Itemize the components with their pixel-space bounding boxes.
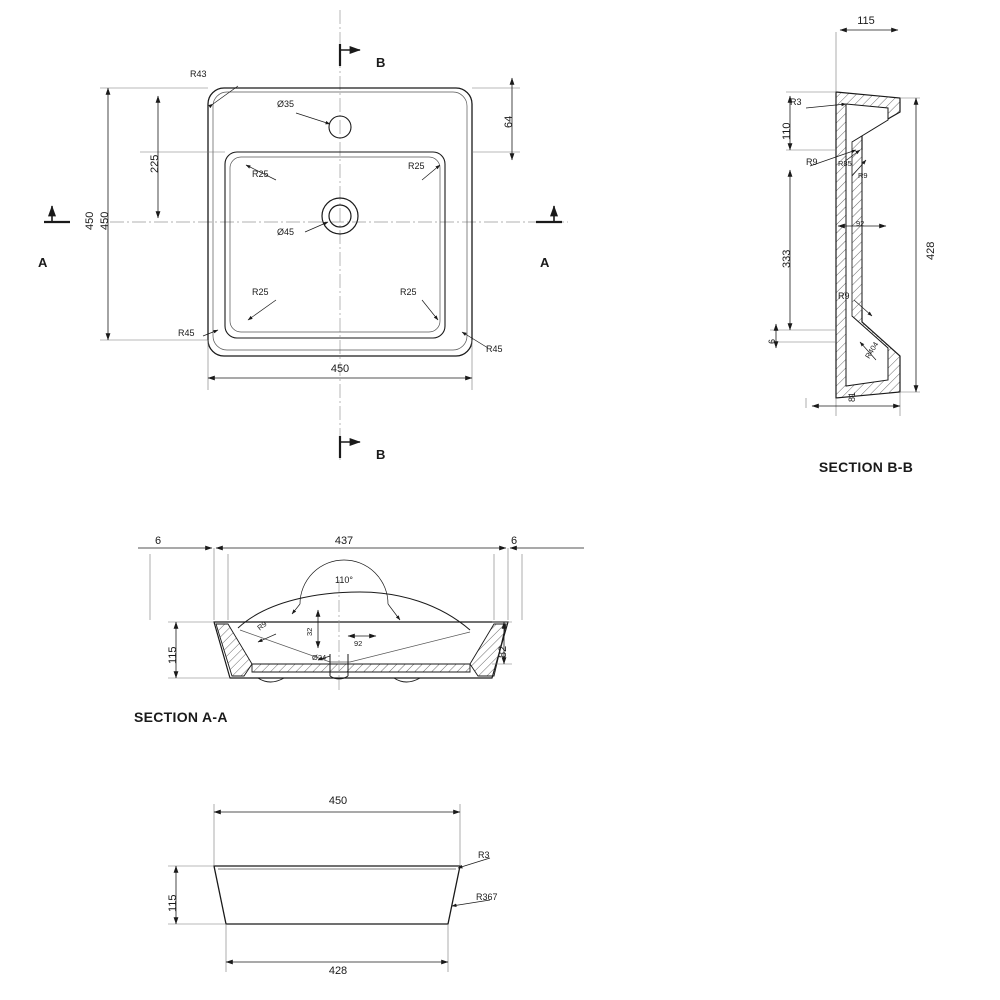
- dim-bb-rad-r9-lower: R9: [838, 291, 850, 301]
- dim-front-top-width: 450: [328, 795, 348, 807]
- dim-top-bowl-r25-tr: R25: [408, 161, 425, 171]
- dim-bb-overall-depth: 428: [925, 241, 937, 260]
- dim-front-side-radius: R367: [476, 892, 498, 902]
- dim-bb-base-width: 81: [847, 391, 857, 402]
- dim-bb-rad-r9-inner: R9: [858, 171, 868, 180]
- section-aa-title: SECTION A-A: [134, 709, 228, 725]
- dim-front-height: 115: [167, 894, 179, 912]
- dim-top-bowl-offset: 225: [149, 154, 161, 173]
- dim-aa-waste-dia: Ø24: [312, 653, 327, 662]
- front-elevation-view: [168, 804, 490, 972]
- dim-aa-right-wall: 6: [510, 535, 518, 547]
- dim-bb-rim-radius: R3: [790, 97, 802, 107]
- dim-bb-rad-r404: R404: [863, 340, 881, 361]
- section-bb-view: [767, 30, 920, 416]
- section-aa-view: [138, 548, 584, 690]
- dim-bb-upper-height: 110: [781, 122, 793, 140]
- dim-bb-rad-r85: R85: [838, 159, 852, 168]
- section-mark-a-right: A: [540, 255, 550, 270]
- dim-top-overall-height: 450: [99, 211, 111, 230]
- dim-top-corner-r45-left: R45: [178, 328, 195, 338]
- dim-bb-top-width: 115: [857, 15, 875, 27]
- top-view: [44, 10, 568, 460]
- dim-bb-rad-r9-upper: R9: [806, 157, 818, 167]
- dim-top-bowl-r25-tl: R25: [252, 169, 269, 179]
- dim-aa-inner-height: 82: [497, 645, 509, 658]
- dim-top-overall-width: 450: [330, 363, 350, 375]
- dim-aa-basin-drop: 32: [305, 627, 314, 636]
- dim-bb-lower-height: 333: [781, 249, 793, 268]
- section-bb-title: SECTION B-B: [818, 459, 914, 475]
- dim-top-overall-height-dup: 450: [84, 211, 96, 230]
- dim-aa-total-height: 115: [167, 646, 179, 664]
- dim-top-tap-ledge: 64: [503, 115, 515, 128]
- section-mark-b-top: B: [376, 55, 386, 70]
- dim-front-base-width: 428: [328, 965, 348, 977]
- dim-aa-bowl-depth: 92: [354, 639, 363, 648]
- dim-top-tap-hole: Ø35: [277, 99, 295, 109]
- dim-top-bowl-r25-bl: R25: [252, 287, 269, 297]
- section-mark-a-left: A: [38, 255, 48, 270]
- dim-aa-left-wall: 6: [154, 535, 162, 547]
- section-mark-b-bottom: B: [376, 447, 386, 462]
- dim-aa-rad-r9: R9: [255, 619, 269, 633]
- dim-aa-slope-angle: 110°: [335, 575, 353, 585]
- dim-top-bowl-r25-br: R25: [400, 287, 417, 297]
- dim-front-rim-radius: R3: [478, 850, 490, 860]
- dim-bb-inner-depth: 92: [856, 219, 865, 228]
- dim-top-waste-hole: Ø45: [277, 227, 295, 237]
- dim-aa-inner-width: 437: [334, 535, 354, 547]
- dim-top-corner-r43: R43: [190, 69, 207, 79]
- dim-bb-foot-height: 6: [767, 338, 777, 344]
- dim-top-corner-r45-right: R45: [486, 344, 503, 354]
